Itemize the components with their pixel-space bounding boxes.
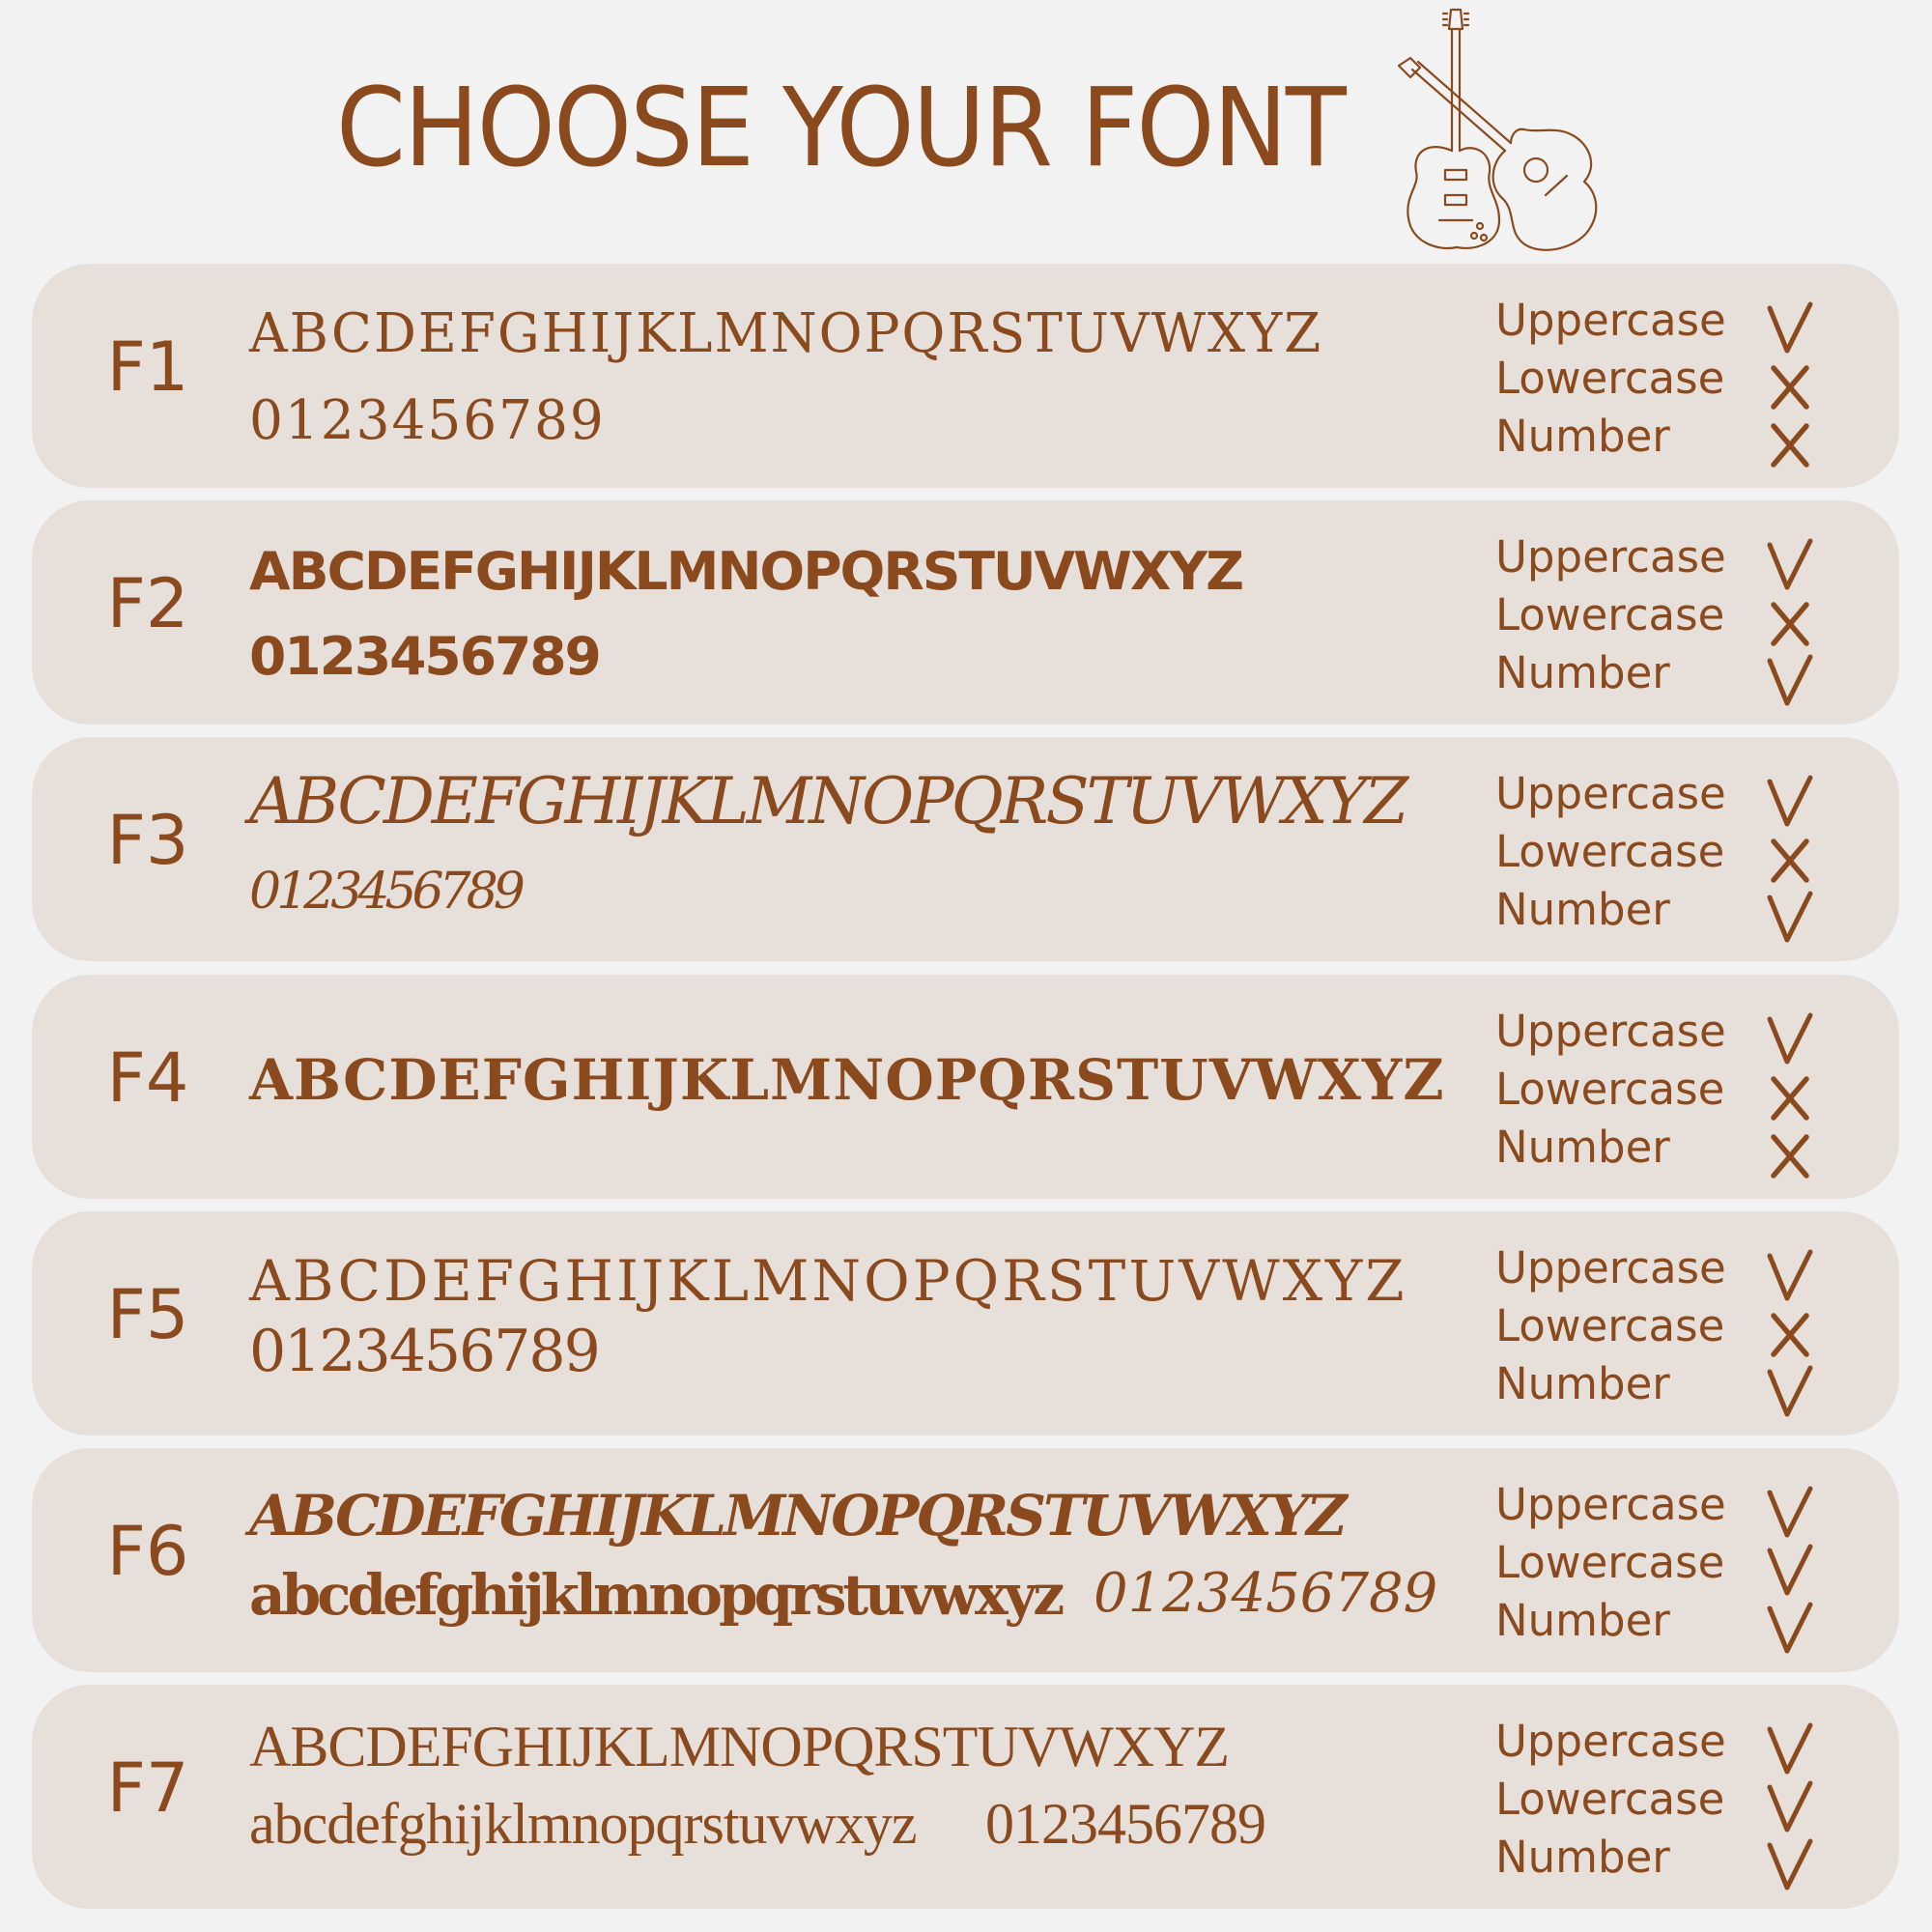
font-sample-line2: 0123456789 — [249, 863, 521, 921]
feature-label-number: Number — [1495, 884, 1670, 935]
font-sample-line2: abcdefghijklmnopqrstuvwxyz — [249, 1562, 1062, 1628]
font-sample-numbers: 0123456789 — [1094, 1562, 1438, 1625]
font-id-label: F4 — [106, 1038, 189, 1118]
feature-label-uppercase: Uppercase — [1495, 1716, 1726, 1767]
feature-label-number: Number — [1495, 647, 1670, 698]
feature-label-uppercase: Uppercase — [1495, 531, 1726, 582]
cross-icon — [1766, 1306, 1814, 1362]
font-sample-uppercase: ABCDEFGHIJKLMNOPQRSTUVWXYZ — [249, 1715, 1230, 1778]
check-icon — [1766, 1837, 1814, 1893]
check-icon — [1766, 537, 1814, 593]
check-icon — [1766, 653, 1814, 709]
feature-label-lowercase: Lowercase — [1495, 1064, 1725, 1115]
cross-icon — [1766, 1127, 1814, 1183]
font-id-label: F6 — [106, 1512, 189, 1591]
cross-icon — [1766, 416, 1814, 472]
font-sample-line2: abcdefghijklmnopqrstuvwxyz — [249, 1792, 917, 1856]
check-icon — [1766, 1248, 1814, 1304]
font-sample-line2: 0123456789 — [249, 626, 600, 687]
feature-label-number: Number — [1495, 1122, 1670, 1173]
check-icon — [1766, 890, 1814, 946]
check-icon — [1766, 300, 1814, 356]
font-id-label: F5 — [106, 1275, 189, 1354]
font-sample-uppercase: ABCDEFGHIJKLMNOPQRSTUVWXYZ — [249, 541, 1243, 602]
feature-label-number: Number — [1495, 1595, 1670, 1646]
feature-label-lowercase: Lowercase — [1495, 589, 1725, 640]
font-id-label: F7 — [106, 1748, 189, 1828]
font-sample-uppercase: ABCDEFGHIJKLMNOPQRSTUVWXYZ — [249, 764, 1406, 838]
check-icon — [1766, 1543, 1814, 1599]
font-id-label: F3 — [106, 801, 189, 880]
feature-label-uppercase: Uppercase — [1495, 295, 1726, 346]
check-icon — [1766, 1485, 1814, 1541]
feature-label-uppercase: Uppercase — [1495, 1479, 1726, 1530]
font-id-label: F1 — [106, 327, 189, 407]
page-title: CHOOSE YOUR FONT — [336, 66, 1346, 191]
cross-icon — [1766, 832, 1814, 888]
font-id-label: F2 — [106, 564, 189, 643]
check-icon — [1766, 774, 1814, 830]
feature-label-number: Number — [1495, 1832, 1670, 1883]
cross-icon — [1766, 1069, 1814, 1125]
check-icon — [1766, 1779, 1814, 1835]
check-icon — [1766, 1364, 1814, 1420]
font-sample-line2: 0123456789 — [249, 389, 606, 452]
feature-label-number: Number — [1495, 1358, 1670, 1409]
font-sample-uppercase: ABCDEFGHIJKLMNOPQRSTUVWXYZ — [249, 302, 1323, 365]
font-sample-uppercase: ABCDEFGHIJKLMNOPQRSTUVWXYZ — [249, 1483, 1345, 1548]
feature-label-lowercase: Lowercase — [1495, 353, 1725, 404]
font-sample-numbers: 0123456789 — [985, 1792, 1265, 1856]
feature-label-uppercase: Uppercase — [1495, 768, 1726, 819]
feature-label-lowercase: Lowercase — [1495, 826, 1725, 877]
check-icon — [1766, 1601, 1814, 1657]
font-sample-uppercase: ABCDEFGHIJKLMNOPQRSTUVWXYZ — [249, 1047, 1445, 1113]
check-icon — [1766, 1721, 1814, 1777]
check-icon — [1766, 1011, 1814, 1067]
feature-label-lowercase: Lowercase — [1495, 1300, 1725, 1351]
cross-icon — [1766, 358, 1814, 414]
cross-icon — [1766, 595, 1814, 651]
feature-label-lowercase: Lowercase — [1495, 1774, 1725, 1825]
feature-label-number: Number — [1495, 411, 1670, 462]
font-sample-line2: 0123456789 — [249, 1318, 599, 1385]
feature-label-uppercase: Uppercase — [1495, 1006, 1726, 1057]
feature-label-lowercase: Lowercase — [1495, 1537, 1725, 1588]
font-sample-uppercase: ABCDEFGHIJKLMNOPQRSTUVWXYZ — [249, 1248, 1407, 1314]
guitars-icon — [1391, 6, 1604, 253]
feature-label-uppercase: Uppercase — [1495, 1242, 1726, 1293]
